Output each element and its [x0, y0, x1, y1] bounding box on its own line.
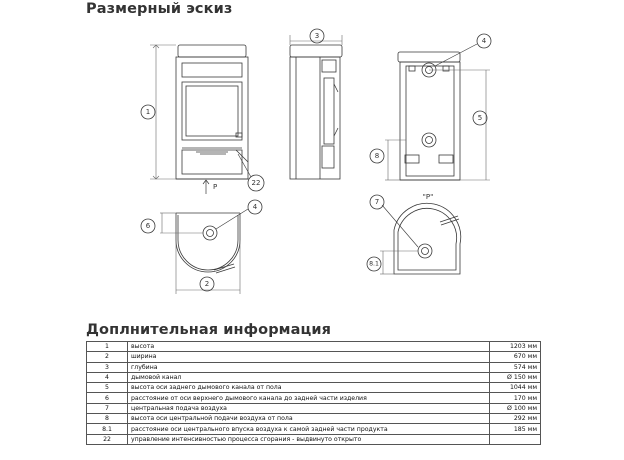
row-description: высота оси заднего дымового канала от пола [128, 383, 490, 393]
row-value: 185 мм [490, 424, 541, 434]
row-value: Ø 150 мм [490, 372, 541, 382]
callout-22: 22 [251, 179, 261, 187]
callout-6: 6 [145, 222, 151, 230]
callout-8: 8 [374, 152, 380, 160]
dim-6 [160, 213, 203, 233]
table-row [87, 383, 541, 393]
row-description: ширина [128, 352, 490, 362]
table-row [87, 414, 541, 424]
table-row [87, 434, 541, 444]
callout-1: 1 [145, 108, 151, 116]
row-description: глубина [128, 362, 490, 372]
row-value: 292 мм [490, 414, 541, 424]
table-row [87, 393, 541, 403]
table-row [87, 352, 541, 362]
row-number: 8.1 [87, 424, 128, 434]
row-description: управление интенсивностью процесса сгорания - выдвинуто открыто [128, 434, 490, 444]
row-value: 170 мм [490, 393, 541, 403]
table-row [87, 342, 541, 352]
front-view [176, 45, 248, 179]
row-description: дымовой канал [128, 372, 490, 382]
row-number: 4 [87, 372, 128, 382]
sketch-title: Размерный эскиз [86, 1, 233, 17]
row-description: расстояние от оси верхнего дымового канала до задней части изделия [128, 393, 490, 403]
view-p-label: "P" [422, 193, 434, 201]
rear-view [398, 52, 460, 180]
row-number: 1 [87, 342, 128, 352]
dim-8-1 [380, 251, 418, 274]
top-view-front [176, 213, 240, 273]
callout-7: 7 [374, 198, 380, 206]
callout-5: 5 [477, 114, 483, 122]
row-value: 670 мм [490, 352, 541, 362]
table-row [87, 362, 541, 372]
dim-1-height [150, 45, 176, 179]
table-row [87, 403, 541, 413]
row-number: 8 [87, 414, 128, 424]
row-number: 6 [87, 393, 128, 403]
table-row [87, 424, 541, 434]
row-number: 5 [87, 383, 128, 393]
row-number: 2 [87, 352, 128, 362]
callout-3: 3 [314, 32, 320, 40]
callout-8-1: 8.1 [369, 260, 379, 268]
arrow-p-label: P [213, 183, 218, 191]
callout-4-top: 4 [252, 203, 258, 211]
row-description: высота [128, 342, 490, 352]
spec-table [86, 341, 541, 445]
row-number: 22 [87, 434, 128, 444]
row-number: 7 [87, 403, 128, 413]
row-value: 574 мм [490, 362, 541, 372]
row-number: 3 [87, 362, 128, 372]
callout-4-rear: 4 [481, 37, 487, 45]
row-value: Ø 100 мм [490, 403, 541, 413]
row-value: 1044 мм [490, 383, 541, 393]
row-description: высота оси центральной подачи воздуха от пола [128, 414, 490, 424]
row-description: расстояние оси центрального впуска воздуха к самой задней части продукта [128, 424, 490, 434]
side-view [290, 45, 342, 179]
dim-8 [385, 140, 406, 180]
table-row [87, 372, 541, 382]
info-title: Доплнительная информация [86, 322, 332, 338]
view-p [394, 203, 461, 274]
row-value [490, 434, 541, 444]
callout-2: 2 [204, 280, 210, 288]
row-value: 1203 мм [490, 342, 541, 352]
row-description: центральная подача воздуха [128, 403, 490, 413]
